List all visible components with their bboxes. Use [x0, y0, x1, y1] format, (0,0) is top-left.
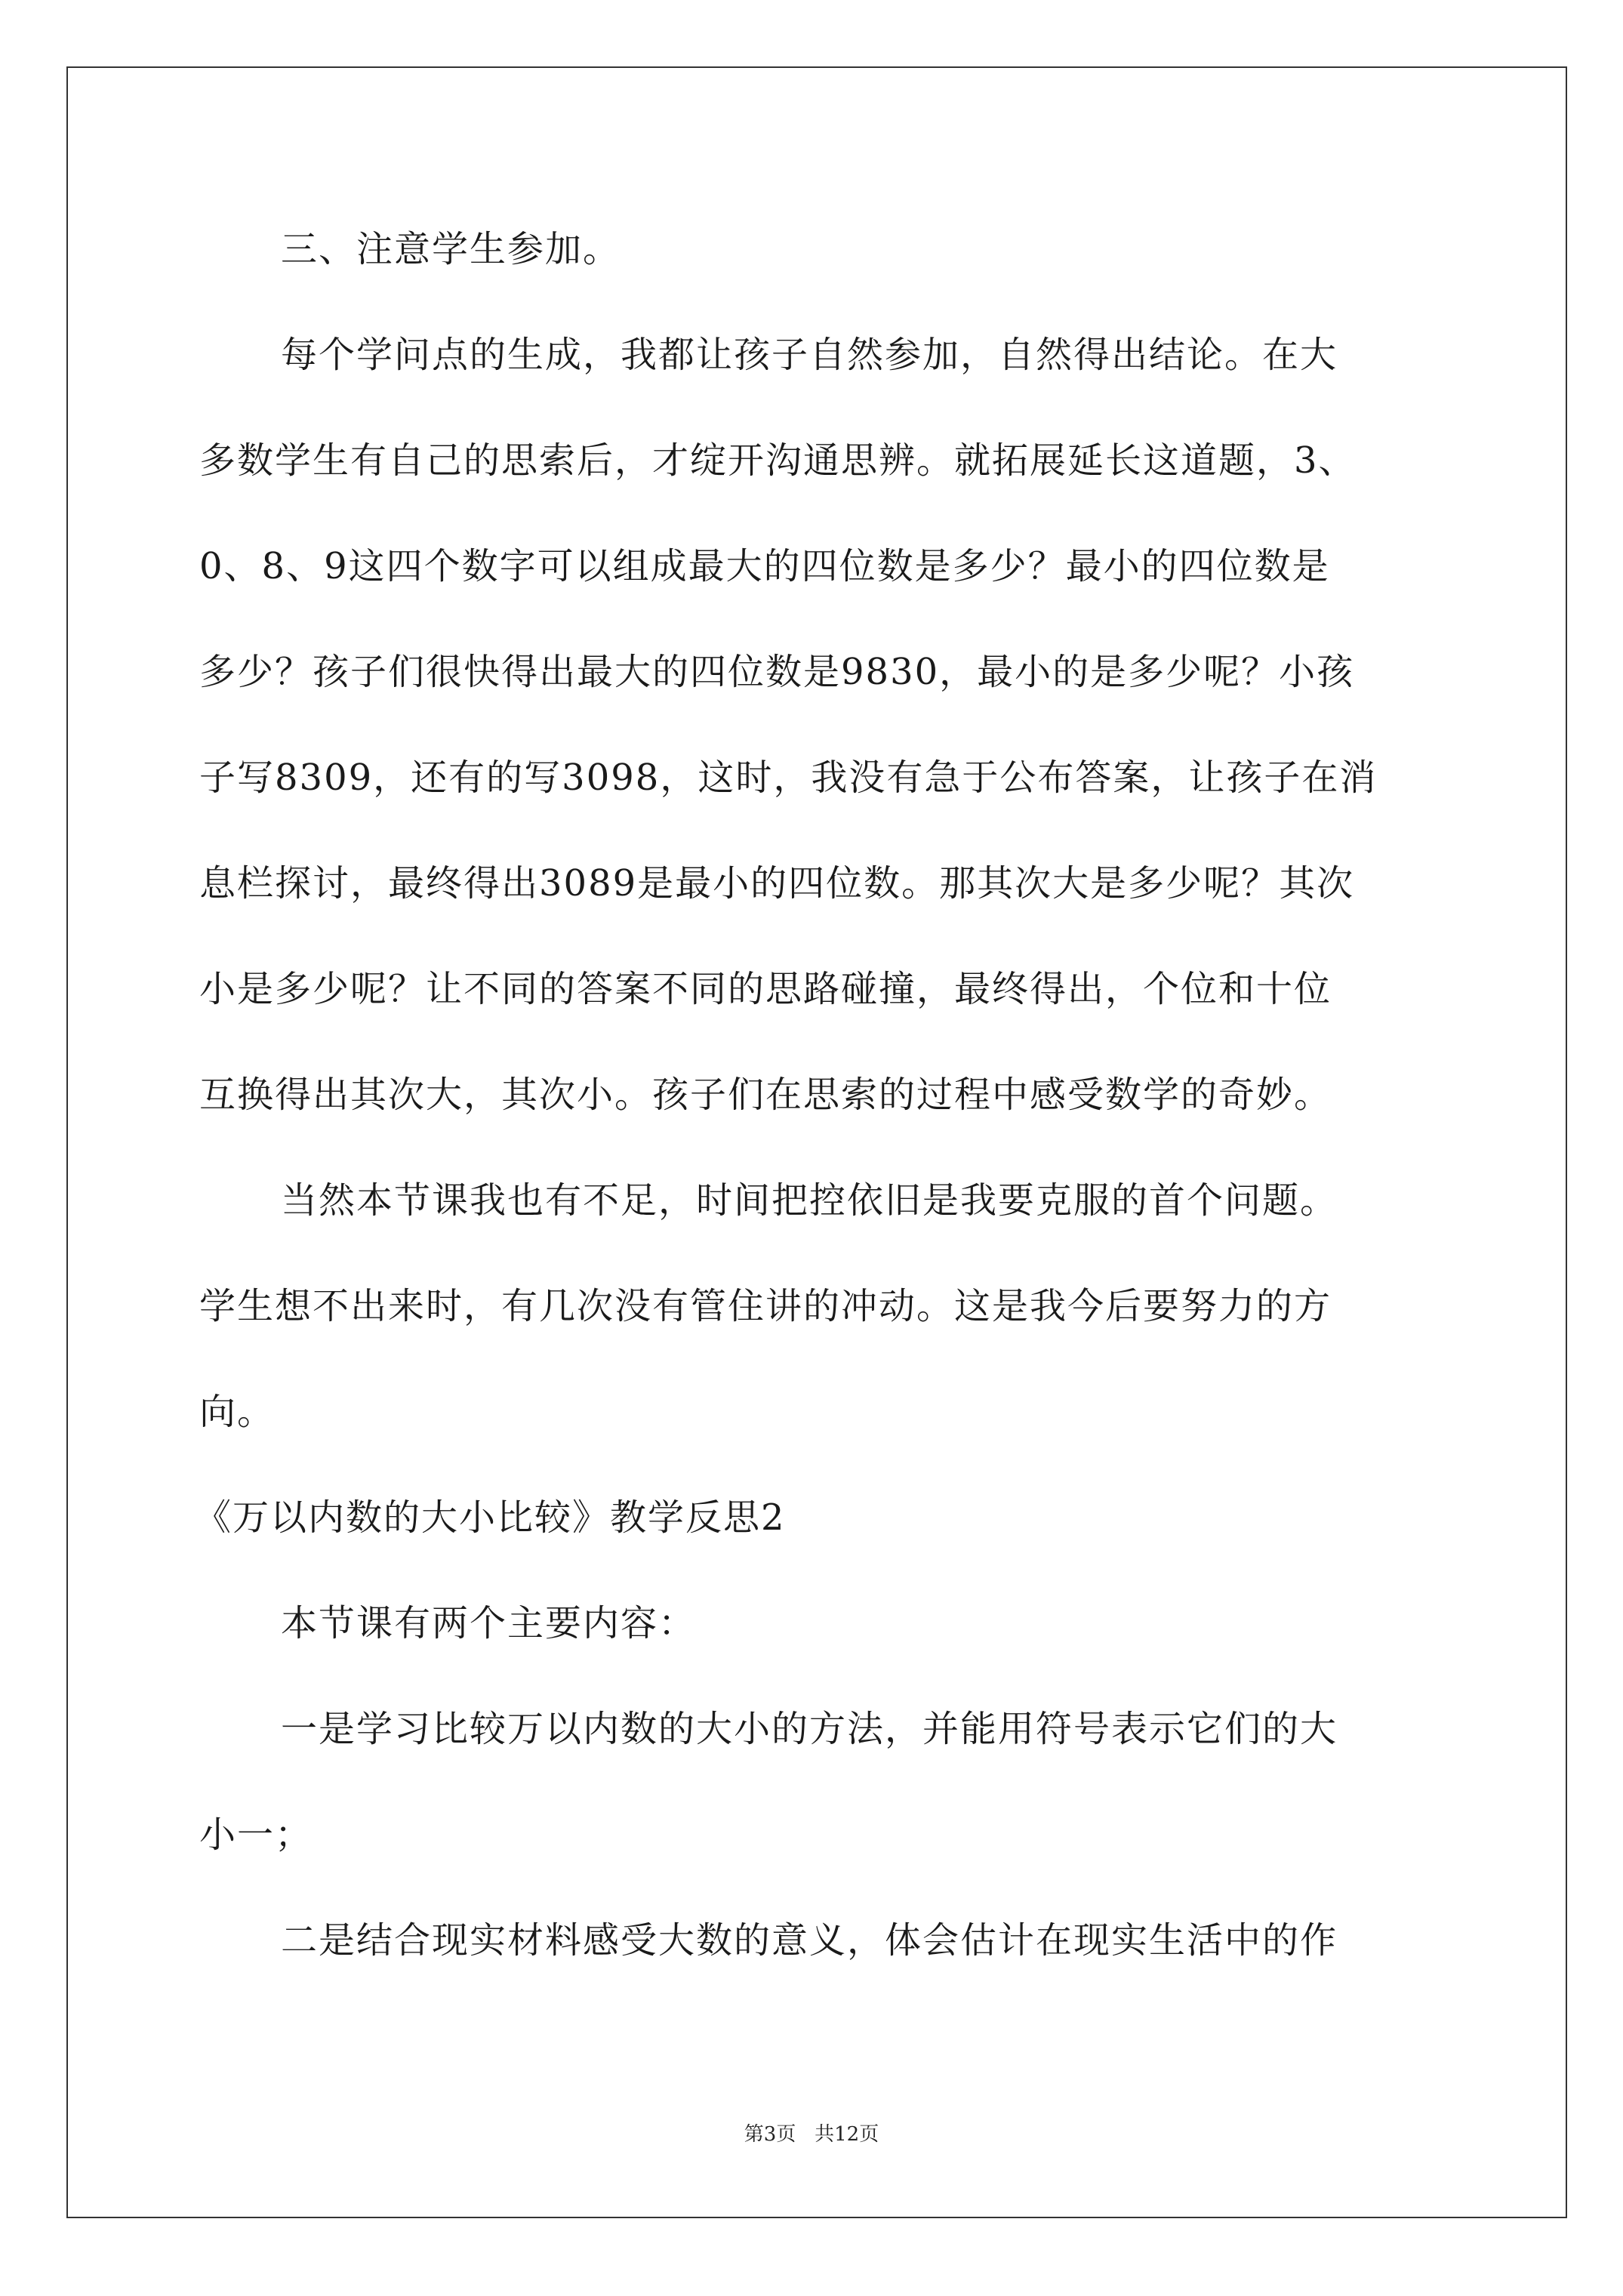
paragraph-line: 一是学习比较万以内数的大小的方法，并能用符号表示它们的大	[281, 1708, 1338, 1750]
paragraph-line: 每个学问点的生成，我都让孩子自然参加，自然得出结论。在大	[281, 334, 1338, 376]
paragraph-line: 本节课有两个主要内容：	[281, 1602, 697, 1644]
paragraph-line: 二是结合现实材料感受大数的意义，体会估计在现实生活中的作	[281, 1919, 1338, 1962]
paragraph-line: 多少？孩子们很快得出最大的四位数是9830，最小的是多少呢？小孩	[199, 651, 1355, 693]
paragraph-line: 子写8309，还有的写3098，这时，我没有急于公布答案，让孩子在消	[199, 757, 1378, 799]
paragraph-line: 0、8、9这四个数字可以组成最大的四位数是多少？最小的四位数是	[199, 545, 1330, 587]
paragraph-line: 息栏探讨，最终得出3089是最小的四位数。那其次大是多少呢？其次	[199, 862, 1355, 905]
paragraph-line: 学生想不出来时，有几次没有管住讲的冲动。这是我今后要努力的方	[199, 1285, 1332, 1327]
paragraph-line: 向。	[199, 1391, 276, 1433]
page-footer: 第3页 共12页	[744, 2123, 879, 2146]
paragraph-line: 多数学生有自己的思索后，才绽开沟通思辨。就拓展延长这道题，3、	[199, 439, 1357, 482]
section-heading: 三、注意学生参加。	[281, 228, 621, 270]
page-border	[66, 66, 1567, 2218]
paragraph-line: 小一；	[199, 1814, 313, 1856]
paragraph-line: 当然本节课我也有不足，时间把控依旧是我要克服的首个问题。	[281, 1179, 1338, 1222]
article-title: 《万以内数的大小比较》教学反思2	[195, 1496, 786, 1539]
paragraph-line: 小是多少呢？让不同的答案不同的思路碰撞，最终得出，个位和十位	[199, 968, 1332, 1010]
paragraph-line: 互换得出其次大，其次小。孩子们在思索的过程中感受数学的奇妙。	[199, 1074, 1332, 1116]
